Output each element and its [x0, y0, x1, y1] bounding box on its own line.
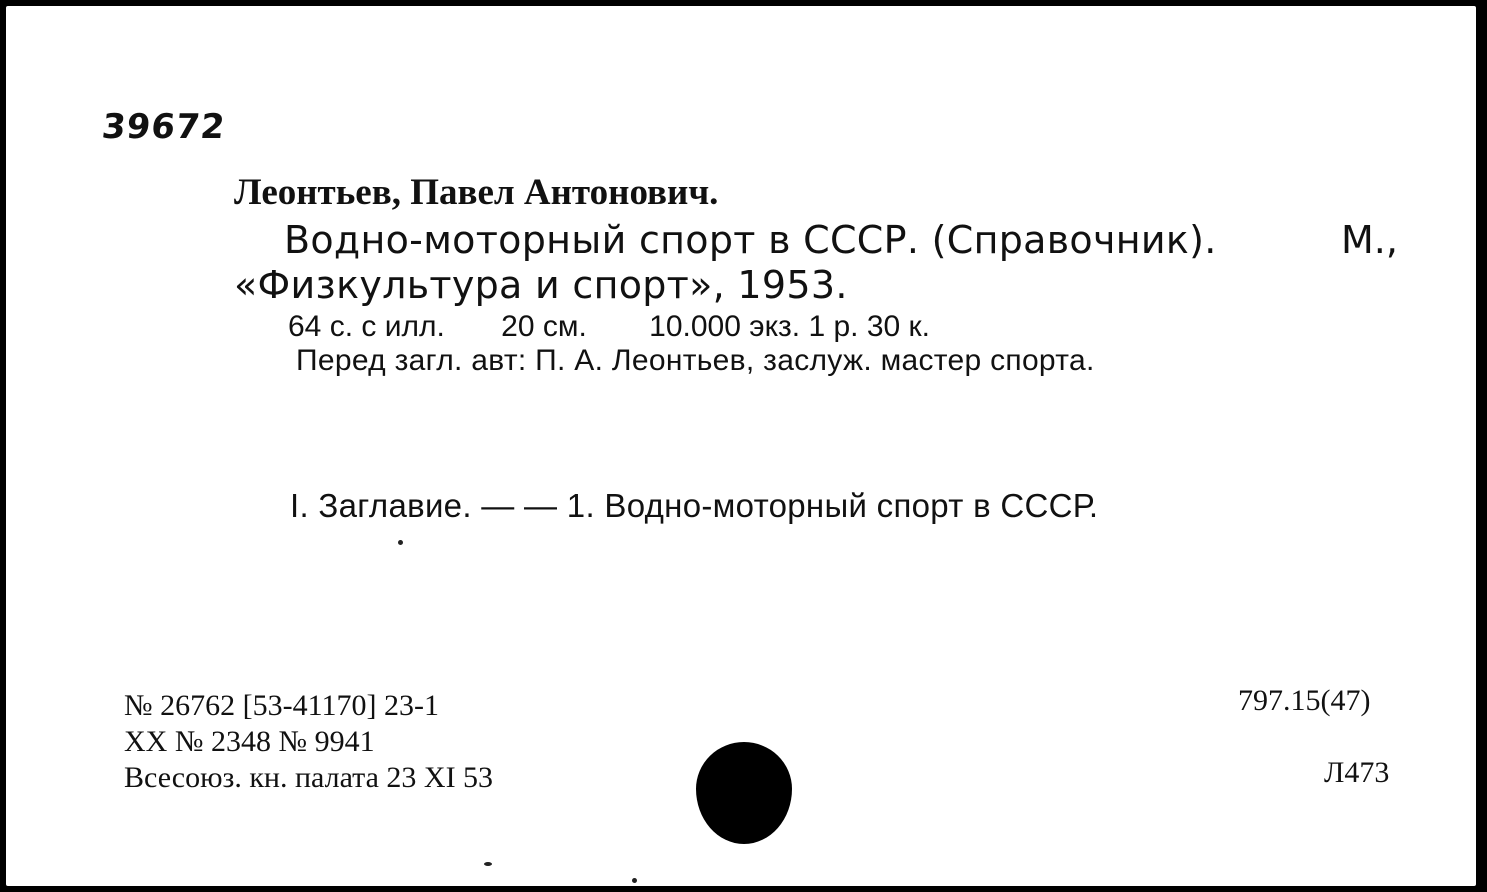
copies-price: 10.000 экз. 1 р. 30 к.: [649, 310, 930, 343]
physical-description: [288, 312, 930, 342]
inventory-number: 39672: [99, 107, 228, 147]
speck: [484, 862, 492, 866]
author-note: Перед загл. авт: П. А. Леонтьев, заслуж. мастер спорта.: [296, 344, 1095, 377]
registry-line-2: XX № 2348 № 9941: [124, 725, 375, 758]
classification-code: 797.15(47): [1238, 684, 1371, 717]
speck: [398, 540, 403, 545]
author-heading: Леонтьев, Павел Антонович.: [234, 172, 719, 213]
page-count: 64 с. с илл.: [288, 310, 445, 343]
speck: [632, 878, 637, 883]
book-size: 20 см.: [501, 310, 587, 343]
punch-hole: [696, 742, 792, 844]
card-edge-shadow: [1479, 0, 1487, 892]
author-mark: Л473: [1324, 756, 1390, 789]
publication-place: М.,: [1341, 218, 1398, 262]
book-title: Водно-моторный спорт в СССР. (Справочник).: [284, 218, 1217, 262]
tracing-line: I. Заглавие. — — 1. Водно-моторный спорт в СССР.: [290, 487, 1099, 524]
catalog-card: [6, 6, 1476, 886]
registry-block: [124, 688, 493, 796]
registry-line-1: № 26762 [53-41170] 23-1: [124, 689, 439, 722]
registry-line-3: Всесоюз. кн. палата 23 XI 53: [124, 761, 494, 794]
publisher-line: «Физкультура и спорт», 1953.: [234, 263, 848, 307]
